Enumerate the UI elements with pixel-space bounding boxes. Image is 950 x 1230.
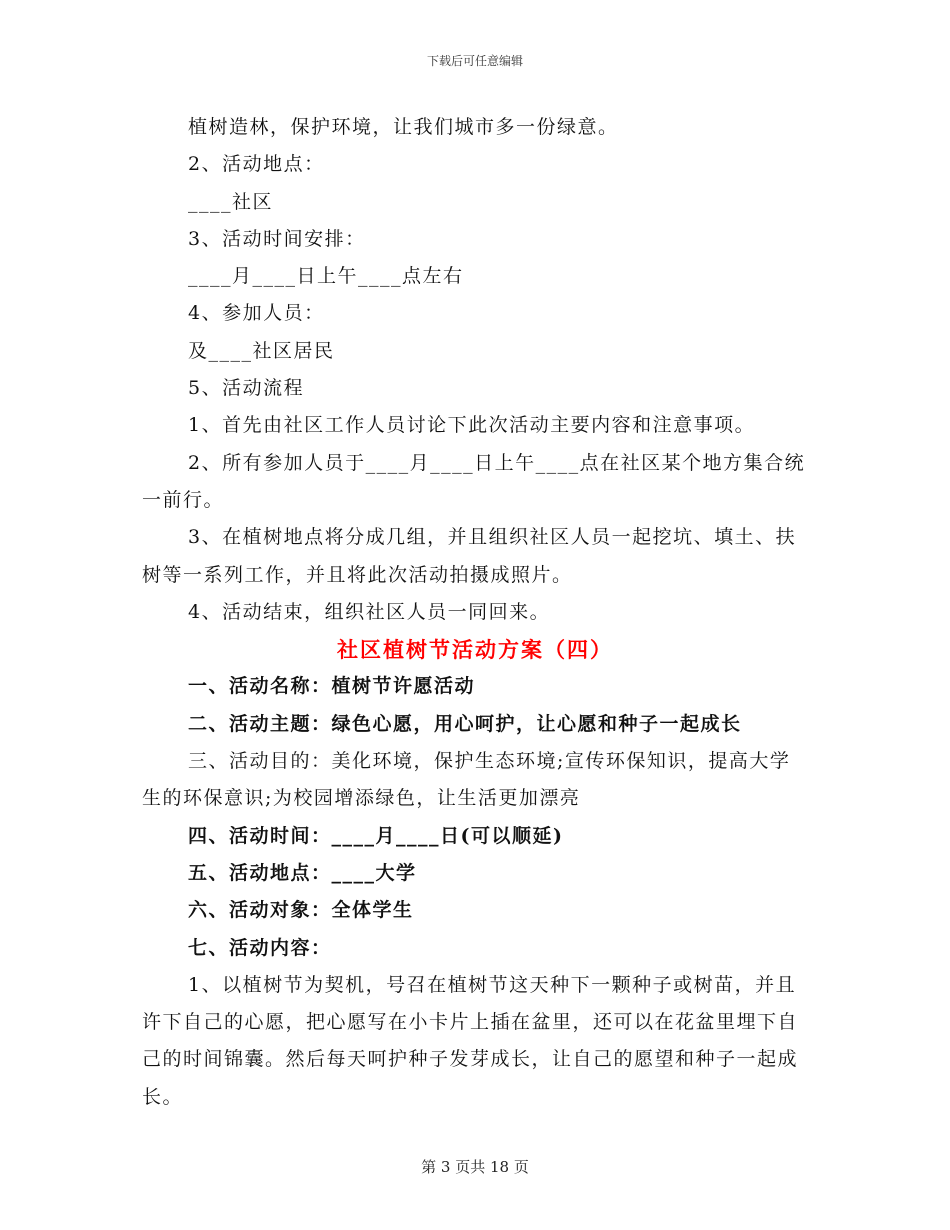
item-activity-audience: 六、活动对象：全体学生: [188, 899, 414, 922]
paragraph: 及____社区居民: [188, 339, 335, 362]
item-activity-time: 四、活动时间：____月____日(可以顺延): [188, 824, 564, 847]
paragraph: 4、参加人员：: [188, 302, 325, 325]
item-activity-name: 一、活动名称：植树节许愿活动: [188, 675, 476, 698]
paragraph: 2、所有参加人员于____月____日上午____点在社区某个地方集合统一前行。: [142, 451, 806, 511]
paragraph: 3、活动时间安排：: [188, 227, 366, 250]
paragraph: 1、首先由社区工作人员讨论下此次活动主要内容和注意事项。: [188, 414, 756, 437]
paragraph: 植树造林，保护环境，让我们城市多一份绿意。: [188, 116, 619, 138]
item-activity-content-1: 1、以植树节为契机，号召在植树节这天种下一颗种子或树苗，并且许下自己的心愿，把心愿写在小卡片上插在盆里，还可以在花盆里埋下自己的时间锦囊。然后每天呵护种子发芽成长，让自己的愿望和种子一起成长。: [142, 973, 799, 1108]
paragraph: 4、活动结束，组织社区人员一同回来。: [188, 600, 551, 623]
item-activity-purpose: 三、活动目的：美化环境，保护生态环境;宣传环保知识，提高大学生的环保意识;为校园增添绿色，让生活更加漂亮: [142, 750, 791, 810]
item-activity-location: 五、活动地点：____大学: [188, 861, 417, 884]
paragraph: 2、活动地点：: [188, 153, 325, 176]
page-header: 下载后可任意编辑: [426, 54, 523, 68]
section-title: 社区植树节活动方案（四）: [337, 637, 613, 663]
document-body: [142, 109, 808, 1116]
item-activity-theme: 二、活动主题：绿色心愿，用心呵护，让心愿和种子一起成长: [188, 712, 742, 735]
paragraph: ____社区: [188, 190, 274, 213]
paragraph: 5、活动流程: [188, 377, 305, 400]
page-footer: 第 3 页共 18 页: [421, 1158, 529, 1176]
item-activity-content-heading: 七、活动内容：: [188, 936, 332, 959]
paragraph: ____月____日上午____点左右: [188, 265, 464, 288]
paragraph: 3、在植树地点将分成几组，并且组织社区人员一起挖坑、填土、扶树等一系列工作，并且将此次活动拍摄成照片。: [142, 526, 797, 586]
